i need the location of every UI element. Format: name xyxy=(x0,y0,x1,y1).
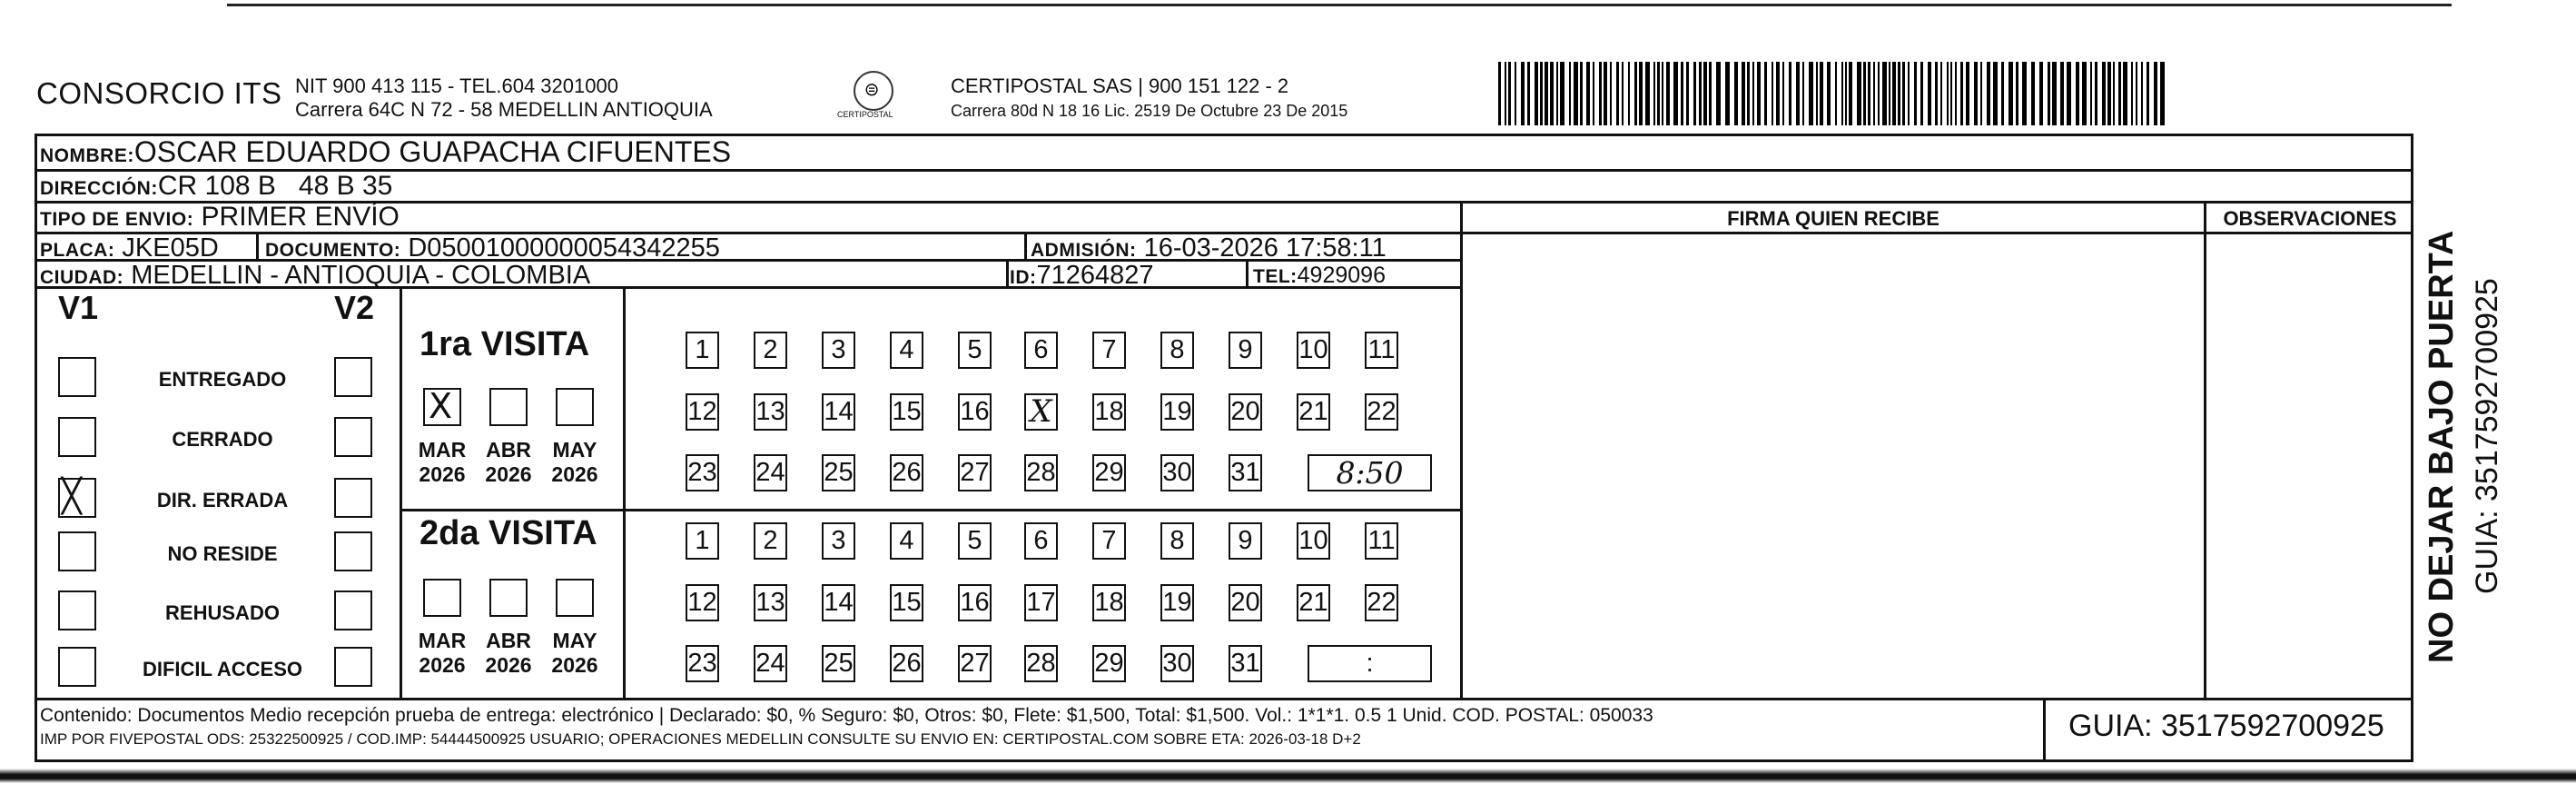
month-checkbox[interactable] xyxy=(556,388,594,426)
visit-time-box[interactable]: : xyxy=(1308,645,1432,682)
v2-checkbox[interactable] xyxy=(334,647,372,687)
day-box[interactable]: 8 xyxy=(1160,522,1194,560)
day-box[interactable]: 4 xyxy=(890,522,923,560)
company-nit: NIT 900 413 115 - TEL.604 3201000 xyxy=(295,74,618,97)
day-box[interactable]: 8 xyxy=(1160,332,1194,369)
day-box[interactable]: 16 xyxy=(958,584,992,621)
month-label: MAY 2026 xyxy=(551,629,598,677)
day-box[interactable]: 31 xyxy=(1229,454,1262,491)
barcode xyxy=(1498,62,2226,125)
carrier-address: Carrera 80d N 18 16 Lic. 2519 De Octubre 23 De 2015 xyxy=(951,102,1348,120)
day-box[interactable]: 22 xyxy=(1365,393,1398,431)
v2-header: V2 xyxy=(334,289,375,326)
day-box[interactable]: 10 xyxy=(1297,332,1330,369)
day-box[interactable]: 11 xyxy=(1365,522,1398,560)
v1-checkbox[interactable] xyxy=(58,531,96,571)
nombre-value: OSCAR EDUARDO GUAPACHA CIFUENTES xyxy=(133,135,732,168)
day-box[interactable]: 2 xyxy=(754,522,787,560)
day-box[interactable]: 5 xyxy=(958,522,992,560)
day-box[interactable]: 28 xyxy=(1024,645,1058,682)
visita1-title: 1ra VISITA xyxy=(419,325,590,363)
visit-time-box[interactable]: 8:50 xyxy=(1308,454,1432,491)
day-box[interactable]: 21 xyxy=(1297,584,1330,621)
day-box[interactable]: 3 xyxy=(822,522,855,560)
day-box[interactable]: 29 xyxy=(1092,645,1126,682)
day-box[interactable]: 24 xyxy=(754,645,787,682)
day-box[interactable]: 6 xyxy=(1024,332,1058,369)
month-label: ABR 2026 xyxy=(485,438,532,486)
month-label: MAR 2026 xyxy=(418,438,467,486)
v2-checkbox[interactable] xyxy=(334,357,372,397)
day-box[interactable]: 30 xyxy=(1160,454,1194,491)
day-box-marked[interactable]: X xyxy=(1024,393,1058,431)
observaciones-header: OBSERVACIONES xyxy=(2223,207,2397,230)
day-box[interactable]: 9 xyxy=(1229,332,1262,369)
day-box[interactable]: 26 xyxy=(890,645,923,682)
day-box[interactable]: 12 xyxy=(686,584,719,621)
ciudad-field: CIUDAD: MEDELLIN - ANTIOQUIA - COLOMBIA xyxy=(40,261,591,290)
day-box[interactable]: 14 xyxy=(822,584,855,621)
day-box[interactable]: 7 xyxy=(1092,522,1126,560)
direccion-value: CR 108 B 48 B 35 xyxy=(157,171,393,201)
v2-checkbox[interactable] xyxy=(334,478,372,518)
day-box[interactable]: 9 xyxy=(1229,522,1262,560)
day-box[interactable]: 7 xyxy=(1092,332,1126,369)
day-box[interactable]: 13 xyxy=(754,393,787,431)
tel-field: TEL:4929096 xyxy=(1253,263,1386,288)
bottom-edge-line xyxy=(0,769,2576,783)
certipostal-logo xyxy=(854,71,893,111)
footer-guia: GUIA: 3517592700925 xyxy=(2068,709,2384,743)
month-label: ABR 2026 xyxy=(485,629,532,677)
month-label: MAR 2026 xyxy=(418,629,467,677)
ciudad-value: MEDELLIN - ANTIOQUIA - COLOMBIA xyxy=(131,261,591,290)
day-box[interactable]: 24 xyxy=(754,454,787,491)
tel-value: 4929096 xyxy=(1297,263,1386,288)
day-box[interactable]: 3 xyxy=(822,332,855,369)
company-name: CONSORCIO ITS xyxy=(36,76,282,110)
side-guia: GUIA: 3517592700925 xyxy=(2470,278,2504,594)
admision-value: 16-03-2026 17:58:11 xyxy=(1143,233,1387,263)
day-box[interactable]: 12 xyxy=(686,393,719,431)
check-mark-icon: ╳ xyxy=(62,478,82,515)
v1-checkbox[interactable] xyxy=(58,478,96,518)
day-box[interactable]: 5 xyxy=(958,332,992,369)
day-box[interactable]: 1 xyxy=(686,332,719,369)
admision-field: ADMISIÓN: 16-03-2026 17:58:11 xyxy=(1031,233,1387,263)
day-box[interactable]: 11 xyxy=(1365,332,1398,369)
svg-text:⊜: ⊜ xyxy=(864,78,880,100)
month-check-icon: X xyxy=(429,386,453,426)
company-address: Carrera 64C N 72 - 58 MEDELLIN ANTIOQUIA xyxy=(295,98,713,121)
status-label: REHUSADO xyxy=(165,601,280,624)
day-box[interactable]: 17 xyxy=(1024,584,1058,621)
status-label: DIFICIL ACCESO xyxy=(142,658,302,680)
day-box[interactable]: 10 xyxy=(1297,522,1330,560)
day-box[interactable]: 14 xyxy=(822,393,855,431)
documento-value: D05001000000054342255 xyxy=(408,233,720,263)
day-box[interactable]: 15 xyxy=(890,393,923,431)
day-box[interactable]: 13 xyxy=(754,584,787,621)
month-checkbox[interactable] xyxy=(489,388,528,426)
day-box[interactable]: 25 xyxy=(822,645,855,682)
day-box[interactable]: 27 xyxy=(958,645,992,682)
documento-field: DOCUMENTO: D05001000000054342255 xyxy=(265,233,720,263)
month-checkbox[interactable] xyxy=(423,579,461,617)
day-box[interactable]: 6 xyxy=(1024,522,1058,560)
day-box[interactable]: 18 xyxy=(1092,584,1126,621)
carrier-line: CERTIPOSTAL SAS | 900 151 122 - 2 xyxy=(951,74,1289,97)
visita2-title: 2da VISITA xyxy=(419,514,597,552)
day-box[interactable]: 31 xyxy=(1229,645,1262,682)
v2-checkbox[interactable] xyxy=(334,417,372,457)
day-box[interactable]: 26 xyxy=(890,454,923,491)
id-value: 71264827 xyxy=(1036,261,1154,290)
status-label: CERRADO xyxy=(172,428,273,451)
nombre-field: NOMBRE:OSCAR EDUARDO GUAPACHA CIFUENTES xyxy=(40,135,732,168)
footer-imp: IMP POR FIVEPOSTAL ODS: 25322500925 / COD.IMP: 54444500925 USUARIO; OPERACIONES MEDELLIN CONSULTE SU ENVIO EN: CERTIPOSTAL.COM SOBRE ETA: 2026-03-18 D+2 xyxy=(40,730,1361,748)
day-box[interactable]: 23 xyxy=(686,454,719,491)
direccion-field: DIRECCIÓN:CR 108 B 48 B 35 xyxy=(40,171,393,201)
day-box[interactable]: 25 xyxy=(822,454,855,491)
logo-caption: CERTIPOSTAL xyxy=(837,110,893,119)
day-box[interactable]: 27 xyxy=(958,454,992,491)
status-label: DIR. ERRADA xyxy=(156,489,289,511)
v2-checkbox[interactable] xyxy=(334,591,372,630)
month-checkbox[interactable] xyxy=(489,579,528,617)
v1-checkbox[interactable] xyxy=(58,357,96,397)
no-dejar-bajo-puerta: NO DEJAR BAJO PUERTA xyxy=(2423,230,2461,663)
month-checkbox[interactable] xyxy=(556,579,594,617)
placa-value: JKE05D xyxy=(122,233,219,263)
v1-checkbox[interactable] xyxy=(58,647,96,687)
top-edge-line xyxy=(227,4,2452,6)
footer-contents: Contenido: Documentos Medio recepción prueba de entrega: electrónico | Declarado: $0, % Seguro: $0, Otros: $0, Flete: $1,500, Total: $1,500. Vol.: 1*1*1. 0.5 1 Unid. COD. POSTAL: 050033 xyxy=(40,705,1653,726)
day-box[interactable]: 29 xyxy=(1092,454,1126,491)
day-box[interactable]: 21 xyxy=(1297,393,1330,431)
v2-checkbox[interactable] xyxy=(334,531,372,571)
tipo-envio-field: TIPO DE ENVIO: PRIMER ENVÍO xyxy=(40,202,400,232)
month-label: MAY 2026 xyxy=(551,438,598,486)
status-label: NO RESIDE xyxy=(167,542,278,565)
placa-field: PLACA: JKE05D xyxy=(40,233,219,263)
v1-checkbox[interactable] xyxy=(58,591,96,630)
day-box[interactable]: 20 xyxy=(1229,584,1262,621)
day-box[interactable]: 19 xyxy=(1160,584,1194,621)
day-box[interactable]: 30 xyxy=(1160,645,1194,682)
day-box[interactable]: 23 xyxy=(686,645,719,682)
month-checkbox[interactable] xyxy=(423,388,461,426)
day-box[interactable]: 4 xyxy=(890,332,923,369)
firma-header: FIRMA QUIEN RECIBE xyxy=(1727,207,1939,230)
id-field: ID:71264827 xyxy=(1010,261,1154,290)
day-box[interactable]: 19 xyxy=(1160,393,1194,431)
day-box[interactable]: 22 xyxy=(1365,584,1398,621)
status-label: ENTREGADO xyxy=(158,368,287,391)
v1-header: V1 xyxy=(58,289,99,326)
tipo-envio-value: PRIMER ENVÍO xyxy=(201,202,400,232)
day-box[interactable]: 18 xyxy=(1092,393,1126,431)
day-box[interactable]: 28 xyxy=(1024,454,1058,491)
day-box[interactable]: 15 xyxy=(890,584,923,621)
day-box[interactable]: 20 xyxy=(1229,393,1262,431)
day-box[interactable]: 16 xyxy=(958,393,992,431)
day-box[interactable]: 1 xyxy=(686,522,719,560)
day-box[interactable]: 2 xyxy=(754,332,787,369)
v1-checkbox[interactable] xyxy=(58,417,96,457)
